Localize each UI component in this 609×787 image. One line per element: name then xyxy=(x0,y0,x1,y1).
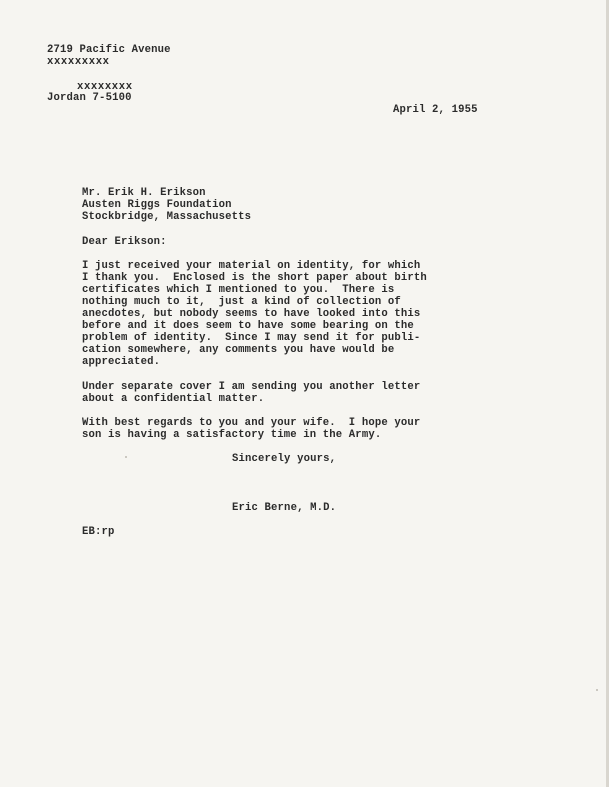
paper-speck xyxy=(596,689,598,691)
body-line: anecdotes, but nobody seems to have looked into this xyxy=(82,308,421,320)
letterhead-phone: Jordan 7-5100 xyxy=(47,92,132,104)
letterhead-address: 2719 Pacific Avenue xyxy=(47,44,171,56)
body-line: nothing much to it, just a kind of collection of xyxy=(82,296,401,308)
body-line: With best regards to you and your wife. I hope your xyxy=(82,417,421,429)
letter-date: April 2, 1955 xyxy=(393,104,478,116)
closing: Sincerely yours, xyxy=(232,453,337,465)
salutation: Dear Erikson: xyxy=(82,236,167,248)
body-line: Under separate cover I am sending you another letter xyxy=(82,381,421,393)
letterhead-struck-line: xxxxxxxxx xyxy=(47,56,110,68)
recipient-location: Stockbridge, Massachusetts xyxy=(82,211,252,223)
body-line: appreciated. xyxy=(82,356,161,368)
letterhead-struck-line: xxxxxxxx xyxy=(77,81,133,93)
body-line: before and it does seem to have some bearing on the xyxy=(82,320,414,332)
body-line: problem of identity. Since I may send it for publi- xyxy=(82,332,421,344)
paper-speck xyxy=(125,456,127,458)
recipient-organization: Austen Riggs Foundation xyxy=(82,199,232,211)
body-line: I thank you. Enclosed is the short paper about birth xyxy=(82,272,427,284)
body-line: cation somewhere, any comments you have would be xyxy=(82,344,395,356)
body-line: certificates which I mentioned to you. There is xyxy=(82,284,395,296)
body-line: I just received your material on identity, for which xyxy=(82,260,421,272)
reference-initials: EB:rp xyxy=(82,526,115,538)
recipient-name: Mr. Erik H. Erikson xyxy=(82,187,206,199)
body-line: son is having a satisfactory time in the Army. xyxy=(82,429,382,441)
signature-name: Eric Berne, M.D. xyxy=(232,502,337,514)
body-line: about a confidential matter. xyxy=(82,393,265,405)
